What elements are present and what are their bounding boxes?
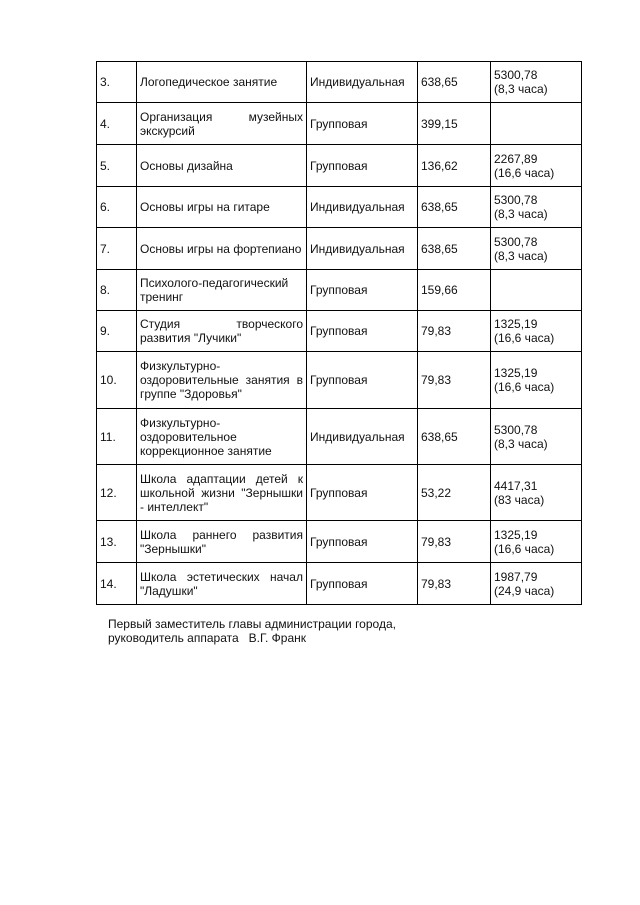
price-cell: 1325,19 (16,6 часа) bbox=[491, 352, 582, 409]
price-cell: 4417,31 (83 часа) bbox=[491, 465, 582, 521]
price-cell: 5300,78 (8,3 часа) bbox=[491, 409, 582, 465]
cost-per-hour-cell: 79,83 bbox=[418, 352, 491, 409]
services-table-body bbox=[97, 62, 582, 605]
price-cell: 5300,78 (8,3 часа) bbox=[491, 228, 582, 270]
table-row bbox=[97, 465, 582, 521]
service-name-cell: Школа раннего развития "Зернышки" bbox=[137, 521, 307, 563]
cost-per-hour-cell: 638,65 bbox=[418, 187, 491, 228]
service-type-cell: Индивидуальная bbox=[307, 409, 418, 465]
service-name-cell: Основы игры на фортепиано bbox=[137, 228, 307, 270]
services-table bbox=[96, 61, 582, 605]
price-cell: 2267,89 (16,6 часа) bbox=[491, 145, 582, 187]
row-number-cell: 9. bbox=[97, 311, 137, 352]
service-type-cell: Индивидуальная bbox=[307, 187, 418, 228]
service-name-cell: Психолого-педагогический тренинг bbox=[137, 270, 307, 311]
row-number-cell: 4. bbox=[97, 103, 137, 145]
service-name-cell: Основы игры на гитаре bbox=[137, 187, 307, 228]
service-type-cell: Групповая bbox=[307, 352, 418, 409]
cost-per-hour-cell: 53,22 bbox=[418, 465, 491, 521]
price-cell: 5300,78 (8,3 часа) bbox=[491, 187, 582, 228]
service-type-cell: Индивидуальная bbox=[307, 62, 418, 103]
price-cell bbox=[491, 103, 582, 145]
signature-line-2: руководитель аппарата В.Г. Франк bbox=[108, 631, 307, 645]
cost-per-hour-cell: 638,65 bbox=[418, 409, 491, 465]
table-row bbox=[97, 270, 582, 311]
service-name-cell: Студия творческого развития "Лучики" bbox=[137, 311, 307, 352]
signature-block bbox=[108, 617, 396, 645]
row-number-cell: 11. bbox=[97, 409, 137, 465]
price-cell: 1325,19 (16,6 часа) bbox=[491, 311, 582, 352]
service-type-cell: Групповая bbox=[307, 521, 418, 563]
row-number-cell: 12. bbox=[97, 465, 137, 521]
row-number-cell: 8. bbox=[97, 270, 137, 311]
table-row bbox=[97, 145, 582, 187]
cost-per-hour-cell: 79,83 bbox=[418, 521, 491, 563]
service-type-cell: Групповая bbox=[307, 103, 418, 145]
signature-line-1: Первый заместитель главы администрации города, bbox=[108, 617, 396, 631]
table-row bbox=[97, 409, 582, 465]
cost-per-hour-cell: 136,62 bbox=[418, 145, 491, 187]
cost-per-hour-cell: 638,65 bbox=[418, 62, 491, 103]
service-type-cell: Групповая bbox=[307, 465, 418, 521]
cost-per-hour-cell: 399,15 bbox=[418, 103, 491, 145]
row-number-cell: 3. bbox=[97, 62, 137, 103]
table-row bbox=[97, 187, 582, 228]
table-row bbox=[97, 62, 582, 103]
table-row bbox=[97, 563, 582, 605]
cost-per-hour-cell: 79,83 bbox=[418, 311, 491, 352]
service-type-cell: Групповая bbox=[307, 563, 418, 605]
service-name-cell: Школа адаптации детей к школьной жизни "Зернышки - интеллект" bbox=[137, 465, 307, 521]
service-type-cell: Групповая bbox=[307, 270, 418, 311]
row-number-cell: 14. bbox=[97, 563, 137, 605]
table-row bbox=[97, 352, 582, 409]
row-number-cell: 7. bbox=[97, 228, 137, 270]
cost-per-hour-cell: 638,65 bbox=[418, 228, 491, 270]
cost-per-hour-cell: 79,83 bbox=[418, 563, 491, 605]
row-number-cell: 5. bbox=[97, 145, 137, 187]
service-name-cell: Физкультурно-оздоровительные занятия в группе "Здоровья" bbox=[137, 352, 307, 409]
service-type-cell: Индивидуальная bbox=[307, 228, 418, 270]
table-row bbox=[97, 228, 582, 270]
row-number-cell: 6. bbox=[97, 187, 137, 228]
price-cell: 1987,79 (24,9 часа) bbox=[491, 563, 582, 605]
service-name-cell: Организация музейных экскурсий bbox=[137, 103, 307, 145]
price-cell: 5300,78 (8,3 часа) bbox=[491, 62, 582, 103]
table-row bbox=[97, 521, 582, 563]
service-name-cell: Логопедическое занятие bbox=[137, 62, 307, 103]
price-cell bbox=[491, 270, 582, 311]
table-row bbox=[97, 103, 582, 145]
service-type-cell: Групповая bbox=[307, 145, 418, 187]
table-row bbox=[97, 311, 582, 352]
service-type-cell: Групповая bbox=[307, 311, 418, 352]
row-number-cell: 13. bbox=[97, 521, 137, 563]
row-number-cell: 10. bbox=[97, 352, 137, 409]
service-name-cell: Школа эстетических начал "Ладушки" bbox=[137, 563, 307, 605]
service-name-cell: Основы дизайна bbox=[137, 145, 307, 187]
price-cell: 1325,19 (16,6 часа) bbox=[491, 521, 582, 563]
service-name-cell: Физкультурно-оздоровительное коррекционное занятие bbox=[137, 409, 307, 465]
cost-per-hour-cell: 159,66 bbox=[418, 270, 491, 311]
